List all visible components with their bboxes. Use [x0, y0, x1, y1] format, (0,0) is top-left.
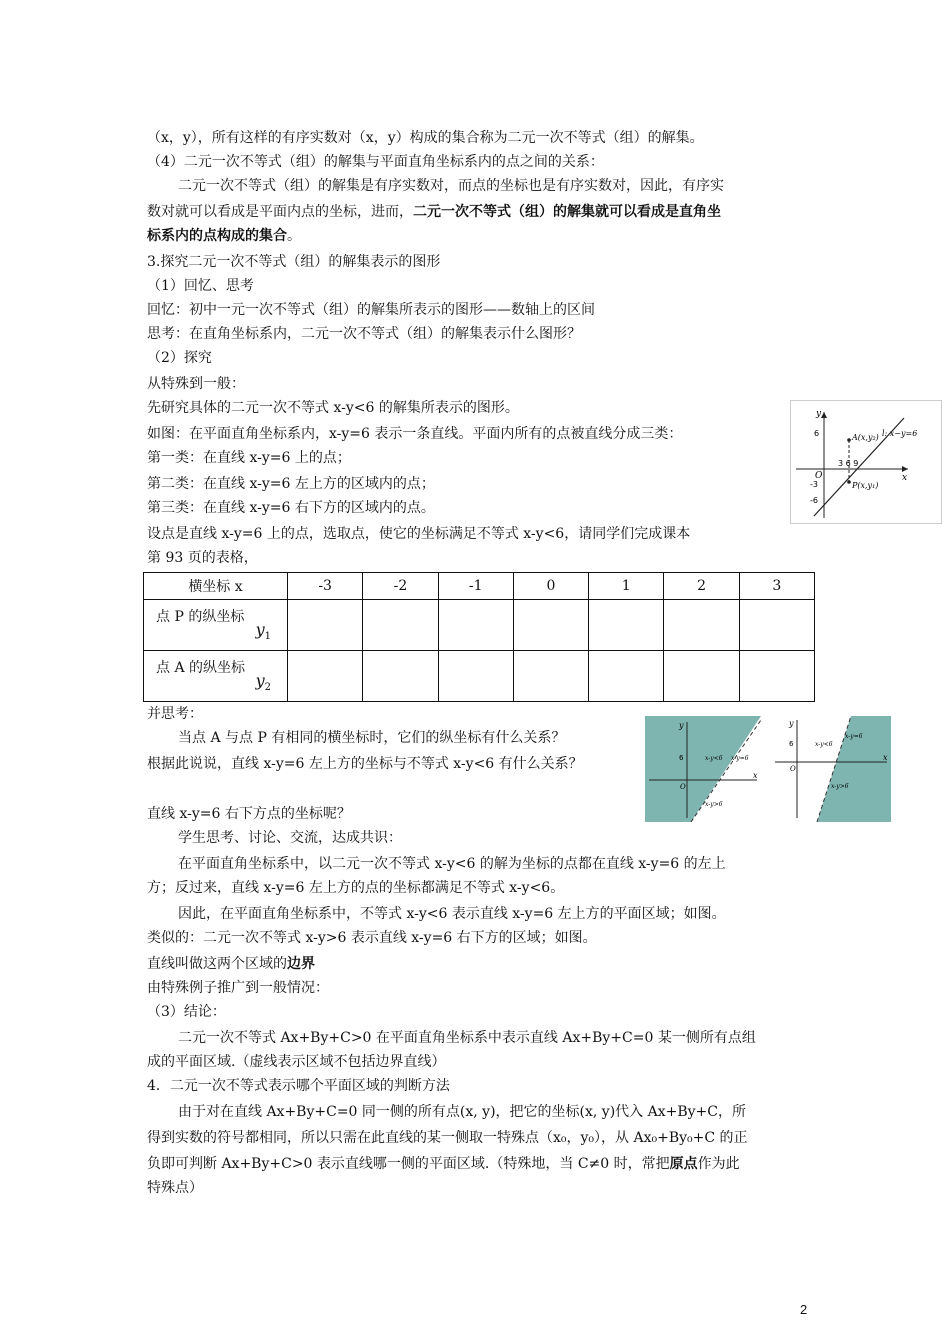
table-cell [288, 651, 363, 702]
point-p-label: P(x,y₁) [852, 481, 879, 490]
text-line: 二元一次不等式 Ax+By+C>0 在平面直角坐标系中表示直线 Ax+By+C=0 某一侧所有点组 [178, 1030, 756, 1046]
table-header-row [144, 573, 815, 600]
origin-label: O [680, 783, 686, 791]
point-a-label: A(x,y₂) [852, 433, 879, 442]
text-line: 从特殊到一般： [147, 376, 245, 392]
text-line: 类似的：二元一次不等式 x-y>6 表示直线 x-y=6 右下方的区域；如图。 [147, 930, 597, 946]
table-cell [438, 600, 513, 651]
line-label: l: x−y=6 [882, 429, 918, 438]
text-line: 思考：在直角坐标系内，二元一次不等式（组）的解集表示什么图形？ [147, 326, 581, 342]
text-line: 并思考： [147, 706, 203, 722]
text-line [147, 202, 721, 222]
text-line [147, 226, 301, 246]
table-cell [664, 600, 739, 651]
text-line: 二元一次不等式（组）的解集是有序实数对，而点的坐标也是有序实数对，因此，有序实 [178, 178, 724, 194]
text-line [147, 1154, 740, 1174]
y-tick-label: 6 [789, 740, 794, 748]
table-cell [513, 651, 588, 702]
row-label-p [144, 600, 288, 651]
text-line: （x，y），所有这样的有序实数对（x，y）构成的集合称为二元一次不等式（组）的解集。 [147, 130, 704, 146]
section-heading: 3.探究二元一次不等式（组）的解集表示的图形 [147, 254, 441, 270]
figure-region-greater [771, 716, 891, 822]
text-line: 回忆：初中一元一次不等式（组）的解集所表示的图形——数轴上的区间 [147, 302, 595, 318]
bold-text: 二元一次不等式（组）的解集就可以看成是直角坐 [413, 204, 721, 220]
table-cell [363, 651, 438, 702]
origin-label: O [790, 765, 796, 773]
table-row [144, 600, 815, 651]
table-cell [664, 651, 739, 702]
text-line: 由于对在直线 Ax+By+C=0 同一侧的所有点(x, y)，把它的坐标(x, y)代入 Ax+By+C，所 [178, 1104, 746, 1120]
y-tick-label: 6 [814, 429, 820, 438]
table-cell [739, 651, 814, 702]
text-line: 第一类：在直线 x-y=6 上的点； [147, 450, 351, 466]
table-cell [589, 651, 664, 702]
bold-text: 标系内的点构成的集合 [147, 228, 287, 244]
table-cell [438, 651, 513, 702]
text-line: 第二类：在直线 x-y=6 左上方的区域内的点； [147, 476, 435, 492]
text-line: 成的平面区域.（虚线表示区域不包括边界直线） [147, 1054, 446, 1070]
row-label-text: 点 P 的纵坐标 [156, 609, 245, 625]
text-line: 由特殊例子推广到一般情况： [147, 980, 329, 996]
text-span: 作为此 [697, 1156, 740, 1172]
row-symbol [256, 620, 271, 642]
text-line: 直线 x-y=6 右下方点的坐标呢？ [147, 806, 351, 822]
bold-text: 边界 [287, 956, 315, 972]
text-line: 在平面直角坐标系中，以二元一次不等式 x-y<6 的解为坐标的点都在直线 x-y=6 的左上 [178, 856, 726, 872]
figure-region-less [645, 716, 761, 822]
line-label: x-y=6 [731, 755, 749, 762]
symbol-letter: y [255, 619, 265, 639]
text-line: 第 93 页的表格， [147, 550, 258, 566]
text-line: 设点是直线 x-y=6 上的点，选取点，使它的坐标满足不等式 x-y<6，请同学们完成课本 [147, 526, 691, 542]
table-header-cell: -1 [438, 573, 513, 600]
text-span: 。 [287, 228, 301, 244]
region-label: x-y<6 [705, 755, 723, 762]
text-line: 先研究具体的二元一次不等式 x-y<6 的解集所表示的图形。 [147, 400, 519, 416]
text-line [147, 954, 315, 974]
text-line: 特殊点） [147, 1180, 203, 1196]
origin-label: O [815, 471, 823, 481]
row-symbol [256, 671, 271, 693]
figure-line-graph [790, 400, 942, 524]
region-label: x-y>6 [831, 783, 849, 790]
text-line: 第三类：在直线 x-y=6 右下方的区域内的点。 [147, 500, 435, 516]
text-line: 如图：在平面直角坐标系内，x-y=6 表示一条直线。平面内所有的点被直线分成三类： [147, 426, 683, 442]
table-header-cell: -3 [288, 573, 363, 600]
page-number: 2 [800, 1302, 808, 1317]
symbol-letter: y [255, 670, 265, 690]
table-header-cell: 1 [589, 573, 664, 600]
text-line: 当点 A 与点 P 有相同的横坐标时，它们的纵坐标有什么关系？ [178, 730, 566, 746]
row-label-a [144, 651, 288, 702]
x-axis-label: x [902, 473, 908, 483]
text-line: 得到实数的符号都相同，所以只需在此直线的某一侧取一特殊点（x₀，y₀），从 Ax₀+By₀+C 的正 [147, 1130, 748, 1146]
text-line: 根据此说说，直线 x-y=6 左上方的坐标与不等式 x-y<6 有什么关系？ [147, 756, 583, 772]
y-tick-label: -3 [810, 480, 818, 489]
line-label: x-y=6 [845, 733, 863, 740]
text-line: （2）探究 [147, 350, 212, 366]
text-span: 数对就可以看成是平面内点的坐标，进而， [147, 204, 413, 220]
table-row [144, 651, 815, 702]
y-axis-label: y [679, 721, 684, 730]
text-line: （3）结论： [147, 1004, 226, 1020]
section-heading: 4．二元一次不等式表示哪个平面区域的判断方法 [147, 1078, 450, 1094]
coordinate-table [143, 572, 815, 702]
text-line: 因此，在平面直角坐标系中，不等式 x-y<6 表示直线 x-y=6 左上方的平面区域；如图。 [178, 906, 726, 922]
table-cell [513, 600, 588, 651]
symbol-subscript: 1 [264, 631, 271, 642]
table-cell [739, 600, 814, 651]
y-axis-label: y [789, 719, 794, 728]
table-header-cell: -2 [363, 573, 438, 600]
region-label: x-y<6 [815, 741, 833, 748]
region-label: x-y>6 [705, 801, 723, 808]
text-line: 学生思考、讨论、交流，达成共识： [178, 830, 402, 846]
x-tick-labels: 3 6 9 [838, 459, 859, 468]
text-span: 直线叫做这两个区域的 [147, 956, 287, 972]
text-line: 方；反过来，直线 x-y=6 左上方的点的坐标都满足不等式 x-y<6。 [147, 880, 565, 896]
table-header-cell: 横坐标 x [144, 573, 288, 600]
text-span: 负即可判断 Ax+By+C>0 表示直线哪一侧的平面区域.（特殊地，当 C≠0 时，常把 [147, 1156, 670, 1172]
text-line: （1）回忆、思考 [147, 278, 254, 294]
table-header-cell: 3 [739, 573, 814, 600]
table-header-cell: 0 [513, 573, 588, 600]
bold-text: 原点 [669, 1156, 698, 1172]
table-cell [589, 600, 664, 651]
x-axis-label: x [883, 753, 888, 762]
row-label-text: 点 A 的纵坐标 [156, 660, 246, 676]
y-tick-label: -6 [810, 496, 818, 505]
symbol-subscript: 2 [264, 682, 271, 693]
table-header-cell: 2 [664, 573, 739, 600]
y-tick-label: 6 [679, 754, 684, 762]
text-line: （4）二元一次不等式（组）的解集与平面直角坐标系内的点之间的关系： [147, 154, 604, 170]
x-axis-label: x [753, 771, 758, 780]
table-cell [288, 600, 363, 651]
table-cell [363, 600, 438, 651]
y-axis-label: y [816, 409, 822, 419]
